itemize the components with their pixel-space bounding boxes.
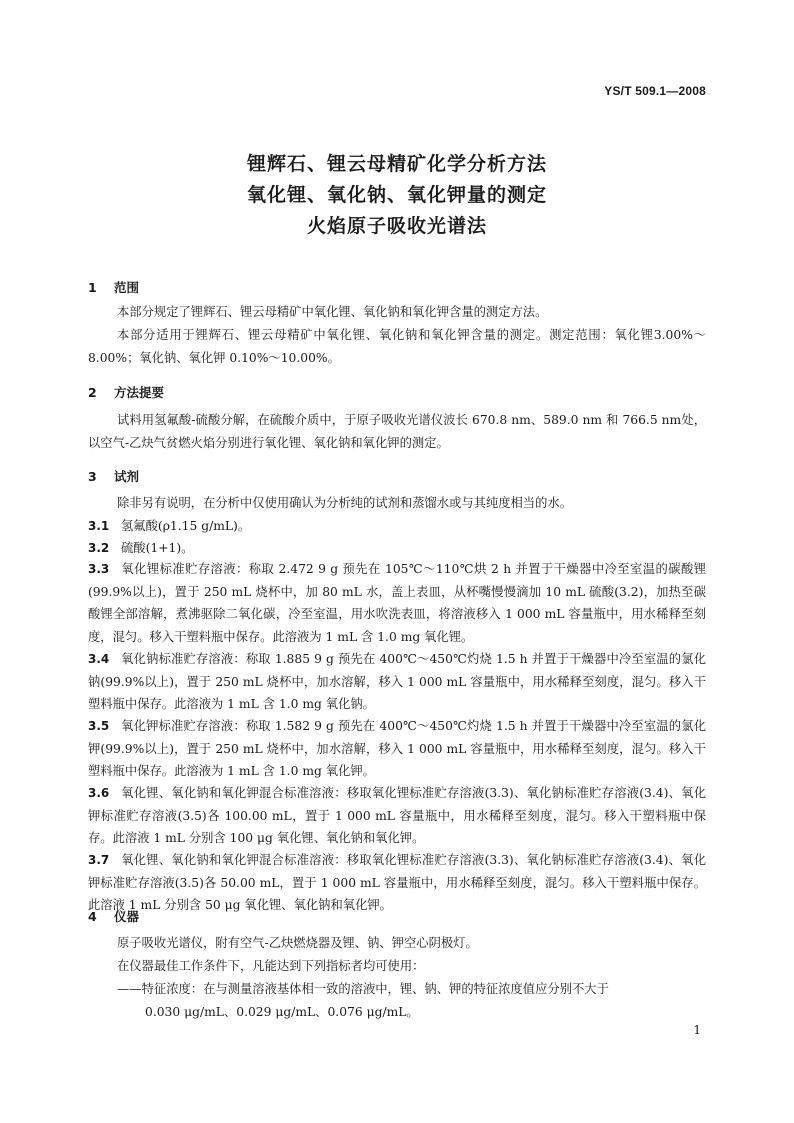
item-text: 氧化锂、氧化钠和氧化钾混合标准溶液：移取氧化锂标准贮存溶液(3.3)、氧化钠标准贮存溶液(3.4)、氧化钾标准贮存溶液(3.5)各 50.00 mL，置于 1 000 mL 容量瓶中，用水稀释至刻度，混匀。移入干塑料瓶中保存。此溶液 1 mL 分别含 50 μg 氧化锂、氧化钠和氧化钾。 bbox=[88, 853, 706, 913]
reagent-item-3-1 bbox=[88, 515, 706, 538]
item-text: 氧化钠标准贮存溶液：称取 1.885 9 g 预先在 400℃～450℃灼烧 1.5 h 并置于干燥器中冷至室温的氯化钠(99.9%以上)，置于 250 mL 烧杯中，加水溶解，移入 1 000 mL 容量瓶中，用水稀释至刻度，混匀。移入干塑料瓶中保存。此溶液为 1 mL 含 1.0 mg 氧化钠。 bbox=[88, 652, 706, 712]
title-line-3: 火焰原子吸收光谱法 bbox=[306, 215, 487, 237]
section-3-heading bbox=[88, 467, 139, 485]
indicator-line-1: ——特征浓度：在与测量溶液基体相一致的溶液中，锂、钠、钾的特征浓度值应分别不大于 bbox=[117, 982, 609, 996]
item-number: 3.6 bbox=[88, 786, 110, 800]
section-title: 试剂 bbox=[114, 469, 140, 484]
item-number: 3.5 bbox=[88, 719, 110, 733]
item-text: 硫酸(1+1)。 bbox=[121, 541, 194, 555]
reagent-item-3-6 bbox=[88, 782, 706, 850]
section-1-heading bbox=[88, 278, 139, 296]
section-4-para-2: 在仪器最佳工作条件下，凡能达到下列指标者均可使用： bbox=[117, 959, 425, 973]
reagent-item-3-5 bbox=[88, 715, 706, 783]
section-number: 1 bbox=[88, 280, 97, 295]
section-title: 方法提要 bbox=[114, 385, 165, 400]
title-line-2: 氧化锂、氧化钠、氧化钾量的测定 bbox=[246, 184, 547, 206]
item-text: 氢氟酸(ρ1.15 g/mL)。 bbox=[121, 519, 251, 533]
section-1-para-2: 本部分适用于锂辉石、锂云母精矿中氧化锂、氧化钠和氧化钾含量的测定。测定范围：氧化锂3.00%～8.00%；氧化钠、氧化钾 0.10%～10.00%。 bbox=[88, 328, 706, 365]
item-number: 3.1 bbox=[88, 519, 110, 533]
section-number: 3 bbox=[88, 469, 97, 484]
section-3-intro: 除非另有说明，在分析中仅使用确认为分析纯的试剂和蒸馏水或与其纯度相当的水。 bbox=[117, 496, 572, 510]
section-4-para-1: 原子吸收光谱仪，附有空气-乙炔燃烧器及锂、钠、钾空心阴极灯。 bbox=[117, 936, 478, 950]
section-number: 2 bbox=[88, 385, 97, 400]
item-number: 3.2 bbox=[88, 541, 110, 555]
section-2-heading bbox=[88, 383, 164, 401]
item-text: 氧化钾标准贮存溶液：称取 1.582 9 g 预先在 400℃～450℃灼烧 1.5 h 并置于干燥器中冷至室温的氯化钾(99.9%以上)，置于 250 mL 烧杯中，加水溶解，移入 1 000 mL 容量瓶中，用水稀释至刻度，混匀。移入干塑料瓶中保存。此溶液为 1 mL 含 1.0 mg 氧化钾。 bbox=[88, 719, 706, 779]
section-number: 4 bbox=[88, 909, 97, 924]
indicator-list-item bbox=[117, 978, 706, 1023]
section-title: 仪器 bbox=[114, 909, 140, 924]
item-text: 氧化锂、氧化钠和氧化钾混合标准溶液：移取氧化锂标准贮存溶液(3.3)、氧化钠标准贮存溶液(3.4)、氧化钾标准贮存溶液(3.5)各 100.00 mL，置于 1 000 mL 容量瓶中，用水稀释至刻度，混匀。移入干塑料瓶中保存。此溶液 1 mL 分别含 100 μg 氧化锂、氧化钠和氧化钾。 bbox=[88, 786, 706, 846]
item-number: 3.3 bbox=[88, 562, 110, 576]
page-number: 1 bbox=[693, 1023, 701, 1037]
section-2-para-1: 试料用氢氟酸-硫酸分解，在硫酸介质中，于原子吸收光谱仪波长 670.8 nm、589.0 nm 和 766.5 nm处，以空气-乙炔气贫燃火焰分别进行氧化锂、氧化钠和氧化钾的测定。 bbox=[88, 413, 706, 450]
item-text: 氧化锂标准贮存溶液：称取 2.472 9 g 预先在 105℃～110℃烘 2 h 并置于干燥器中冷至室温的碳酸锂(99.9%以上)，置于 250 mL 烧杯中，加 80 mL 水，盖上表皿，从杯嘴慢慢滴加 10 mL 硫酸(3.2)，加热至碳酸锂全部溶解，煮沸驱除二氧化碳，冷至室温，用水吹洗表皿，将溶液移入 1 000 mL 容量瓶中，用水稀释至刻度，混匀。移入干塑料瓶中保存。此溶液为 1 mL 含 1.0 mg 氧化锂。 bbox=[88, 562, 706, 645]
reagent-item-3-7 bbox=[88, 849, 706, 917]
indicator-line-2: 0.030 μg/mL、0.029 μg/mL、0.076 μg/mL。 bbox=[145, 1004, 419, 1019]
standard-number: YS/T 509.1—2008 bbox=[604, 84, 706, 98]
title-line-1: 锂辉石、锂云母精矿化学分析方法 bbox=[246, 153, 547, 175]
item-number: 3.4 bbox=[88, 652, 110, 666]
reagent-item-3-4 bbox=[88, 648, 706, 716]
item-number: 3.7 bbox=[88, 853, 110, 867]
section-4-heading bbox=[88, 907, 139, 925]
section-title: 范围 bbox=[114, 280, 140, 295]
section-1-para-1: 本部分规定了锂辉石、锂云母精矿中氧化锂、氧化钠和氧化钾含量的测定方法。 bbox=[117, 305, 548, 319]
reagent-item-3-3 bbox=[88, 558, 706, 649]
reagent-item-3-2 bbox=[88, 537, 706, 560]
